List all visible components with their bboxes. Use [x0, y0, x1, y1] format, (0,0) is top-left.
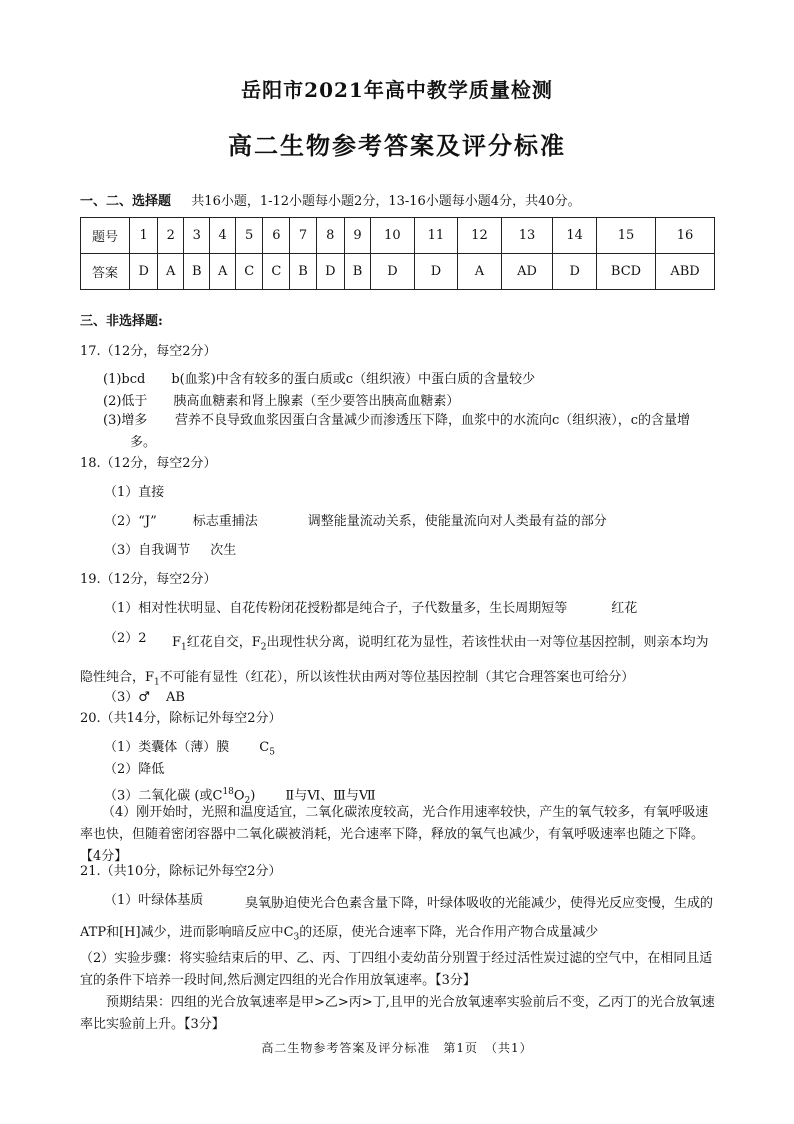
table-cell: 1 — [130, 218, 158, 254]
q21-a1-text-part-2: 的还原，使光合速率下降，光合作用产物合成量减少 — [299, 925, 599, 940]
q18-answer-2 — [104, 513, 607, 531]
q18-a2-part-2: 标志重捕法 — [192, 514, 258, 529]
section2-heading: 三、非选择题: — [80, 314, 163, 329]
q17-a3-text: 营养不良导致血浆因蛋白含量减少而渗透压下降，血浆中的水流向c（组织液），c的含量增多。 — [130, 413, 691, 450]
q17-a2-label: (2)低于 — [103, 394, 148, 409]
q20-a3-mid: O — [233, 788, 245, 804]
q17-answer-1 — [103, 371, 535, 389]
section1-heading-line — [80, 193, 581, 211]
q21-answer-2: （2）实验步骤：将实验结束后的甲、乙、丙、丁四组小麦幼苗分别置于经过活性炭过滤的空气中，在相同且适宜的条件下培养一段时间,然后测定四组的光合作用放氧速率。【3分】 — [80, 951, 713, 988]
q17-answer-2 — [103, 393, 459, 411]
table-row-numbers — [81, 218, 715, 254]
q20-answer-4: （4）刚开始时，光照和温度适宜，二氧化碳浓度较高，光合作用速率较快，产生的氧气较多，有氧呼吸速率也快，但随着密闭容器中二氧化碳被消耗，光合速率下降，释放的氧气也减少，有氧呼吸速率也随之下降。【4分】 — [80, 805, 709, 864]
q19-a2-label: （2）2 — [104, 631, 147, 646]
table-cell: 7 — [290, 218, 316, 254]
q21-heading: 21.（共10分，除标记外每空2分） — [80, 864, 282, 879]
table-cell: B — [344, 254, 370, 290]
q17-a3-label: (3)增多 — [103, 413, 148, 428]
table-cell: D — [414, 254, 458, 290]
table-cell: ABD — [656, 254, 715, 290]
section1-heading: 一、二、选择题 — [80, 194, 172, 209]
q19-a2-text-part-3: 出现性状分离，说明红花为显性，若该性状由一对等位基因控制，则亲本均为隐性纯合，F — [80, 635, 709, 685]
q19-answer-1 — [104, 600, 637, 618]
table-cell: D — [316, 254, 344, 290]
table-cell: C — [236, 254, 263, 290]
table-cell: 13 — [501, 218, 553, 254]
q18-answer-1: （1）直接 — [104, 485, 165, 500]
q18-answer-3 — [104, 542, 236, 560]
table-cell: 4 — [210, 218, 236, 254]
table-cell: 12 — [458, 218, 502, 254]
q19-a1-result: 红花 — [611, 601, 638, 616]
table-cell: A — [158, 254, 184, 290]
table-cell: D — [553, 254, 597, 290]
q20-a3-sup: 18 — [222, 787, 234, 797]
section1-desc: 共16小题，1-12小题每小题2分，13-16小题每小题4分，共40分。 — [191, 194, 581, 209]
table-cell: AD — [501, 254, 553, 290]
table-cell: 16 — [656, 218, 715, 254]
q17-a1-text: b(血浆)中含有较多的蛋白质或c（组织液）中蛋白质的含量较少 — [171, 372, 536, 387]
q19-a2-text-part-2: 红花自交，F — [186, 635, 261, 650]
q19-a2-text-part-4: 不可能有显性（红花），所以该性状由两对等位基因控制（其它合理答案也可给分） — [159, 669, 635, 685]
q20-answer-2: （2）降低 — [104, 762, 165, 777]
q20-a1-sub: 5 — [269, 747, 275, 758]
q21-a1-sub: 3 — [293, 932, 300, 943]
table-cell: 14 — [553, 218, 597, 254]
table-cell: 15 — [597, 218, 656, 254]
table-cell: A — [210, 254, 236, 290]
q20-heading: 20.（共14分，除标记外每空2分） — [80, 711, 282, 726]
page-subtitle: 高二生物参考答案及评分标准 — [228, 131, 566, 160]
table-cell: BCD — [597, 254, 656, 290]
table-row-answers — [81, 254, 715, 290]
table-cell: 8 — [316, 218, 344, 254]
q19-a1-text: （1）相对性状明显、自花传粉闭花授粉都是纯合子，子代数量多，生长周期短等 — [104, 601, 568, 616]
table-cell: D — [130, 254, 158, 290]
q19-a3-label: （3）♂ — [104, 690, 150, 705]
q19-a3-text: AB — [165, 690, 185, 705]
q17-a2-text: 胰高血糖素和肾上腺素（至少要答出胰高血糖素） — [173, 394, 460, 409]
table-cell: 9 — [344, 218, 370, 254]
table-cell: B — [290, 254, 316, 290]
table-cell: 5 — [236, 218, 263, 254]
q20-a3-text: （3）二氧化碳 (或C — [104, 788, 223, 804]
table-cell: 6 — [263, 218, 290, 254]
q18-a2-part-1: （2）“J” — [104, 514, 157, 529]
q19-a2-sub-1: 1 — [181, 642, 187, 653]
q21-a1-label: （1）叶绿体基质 — [104, 893, 204, 908]
table-cell: 10 — [371, 218, 415, 254]
answer-table — [80, 217, 715, 290]
q17-a1-label: (1)bcd — [103, 372, 146, 387]
q20-a3-result: Ⅱ与Ⅵ、Ⅲ与Ⅶ — [285, 788, 376, 804]
table-cell: B — [184, 254, 210, 290]
table-cell: D — [371, 254, 415, 290]
row-label-answer: 答案 — [81, 254, 130, 290]
q20-answer-1 — [104, 739, 275, 762]
q18-a3-part-1: （3）自我调节 — [104, 543, 191, 558]
q19-a2-text-part-1: F — [172, 635, 182, 650]
q18-heading: 18.（12分，每空2分） — [80, 456, 217, 471]
q21-answer-3: 预期结果：四组的光合放氧速率是甲>乙>丙>丁,且甲的光合放氧速率实验前后不变，乙丙丁的光合放氧速率比实验前上升。【3分】 — [80, 995, 715, 1032]
table-cell: 11 — [414, 218, 458, 254]
q20-a1-text: （1）类囊体（薄）膜 — [104, 740, 230, 755]
row-label-number: 题号 — [81, 218, 130, 254]
q18-a2-part-3: 调整能量流动关系，使能量流向对人类最有益的部分 — [307, 514, 607, 529]
q17-heading: 17.（12分，每空2分） — [80, 344, 217, 359]
q19-a2-sub-3: 1 — [154, 677, 160, 688]
q20-a3-sub: 2 — [244, 795, 251, 806]
q20-a3-end: ) — [250, 788, 256, 804]
table-cell: C — [263, 254, 290, 290]
page-footer: 高二生物参考答案及评分标准 第1页 （共1） — [261, 1041, 533, 1055]
q21-a1-text-part-1: 臭氧胁迫使光合色素含量下降，叶绿体吸收的光能减少，使得光反应变慢，生成的ATP和[H]减少，进而影响暗反应中C — [80, 896, 714, 940]
q19-heading: 19.（12分，每空2分） — [80, 572, 217, 587]
q21-a1-text — [80, 889, 716, 953]
table-cell: A — [458, 254, 502, 290]
page-title: 岳阳市2021年高中教学质量检测 — [241, 78, 553, 102]
q18-a3-part-2: 次生 — [210, 543, 237, 558]
q20-a1-result: C — [259, 740, 270, 755]
q19-a2-text — [80, 628, 716, 697]
table-cell: 3 — [184, 218, 210, 254]
q19-a2-sub-2: 2 — [260, 642, 267, 653]
q19-answer-3 — [104, 689, 185, 707]
table-cell: 2 — [158, 218, 184, 254]
